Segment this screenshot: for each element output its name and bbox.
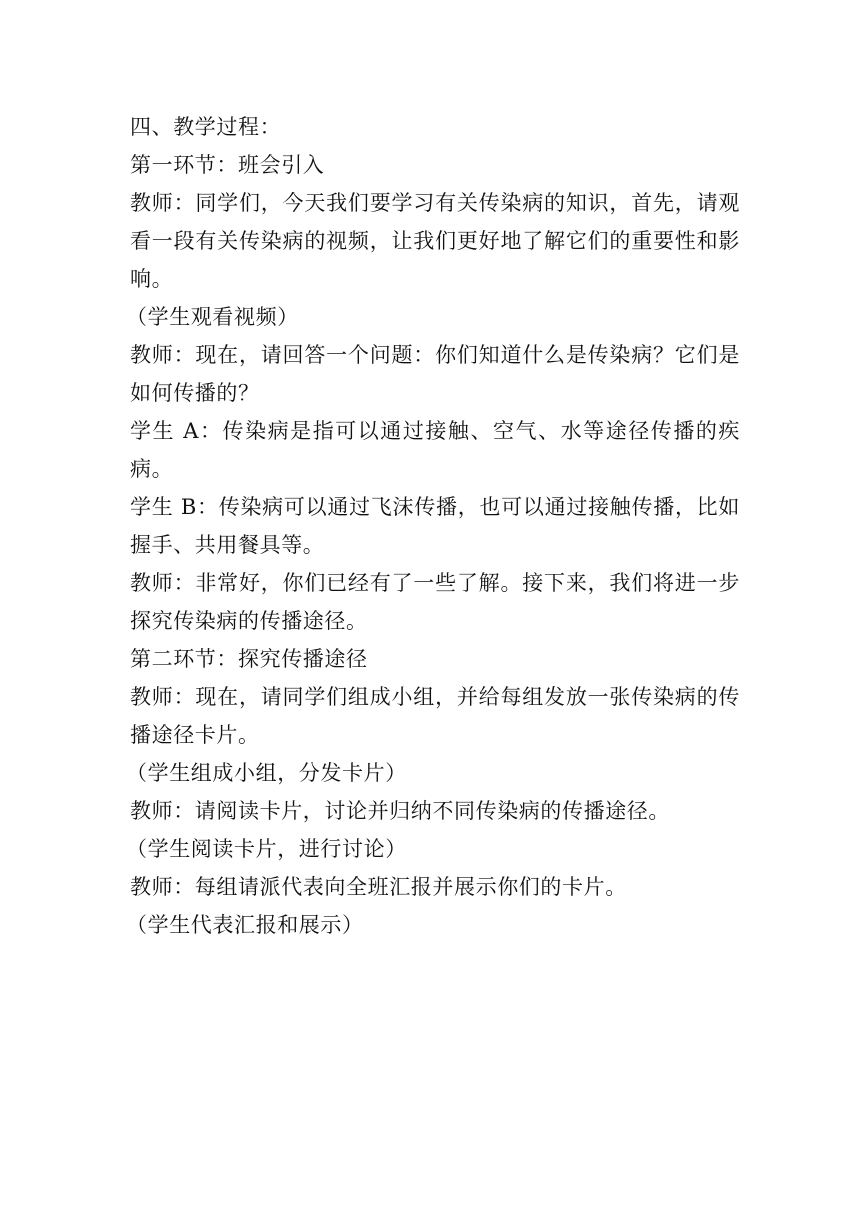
action-note-2: （学生组成小组，分发卡片） xyxy=(126,761,407,785)
teacher-line-4: 教师：现在，请同学们组成小组，并给每组发放一张传染病的传播途径卡片。 xyxy=(130,685,740,747)
step1-heading: 第一环节：班会引入 xyxy=(130,153,325,177)
teacher-line-3: 教师：非常好，你们已经有了一些了解。接下来，我们将进一步探究传染病的传播途径。 xyxy=(130,571,740,633)
action-note-1: （学生观看视频） xyxy=(126,305,299,329)
student-b-line: 学生 B：传染病可以通过飞沫传播，也可以通过接触传播，比如握手、共用餐具等。 xyxy=(130,495,740,557)
section-heading: 四、教学过程： xyxy=(130,115,282,139)
teacher-line-5: 教师：请阅读卡片，讨论并归纳不同传染病的传播途径。 xyxy=(130,799,670,823)
teacher-line-2: 教师：现在，请回答一个问题：你们知道什么是传染病？它们是如何传播的？ xyxy=(130,343,740,405)
action-note-3: （学生阅读卡片，进行讨论） xyxy=(126,837,407,861)
step2-heading: 第二环节：探究传播途径 xyxy=(130,647,368,671)
teacher-line-6: 教师：每组请派代表向全班汇报并展示你们的卡片。 xyxy=(130,875,627,899)
teacher-line-1: 教师：同学们，今天我们要学习有关传染病的知识，首先，请观看一段有关传染病的视频，让我们更好地了解它们的重要性和影响。 xyxy=(130,191,740,291)
document-page xyxy=(126,108,740,944)
action-note-4: （学生代表汇报和展示） xyxy=(126,913,364,937)
student-a-line: 学生 A：传染病是指可以通过接触、空气、水等途径传播的疾病。 xyxy=(130,419,740,481)
